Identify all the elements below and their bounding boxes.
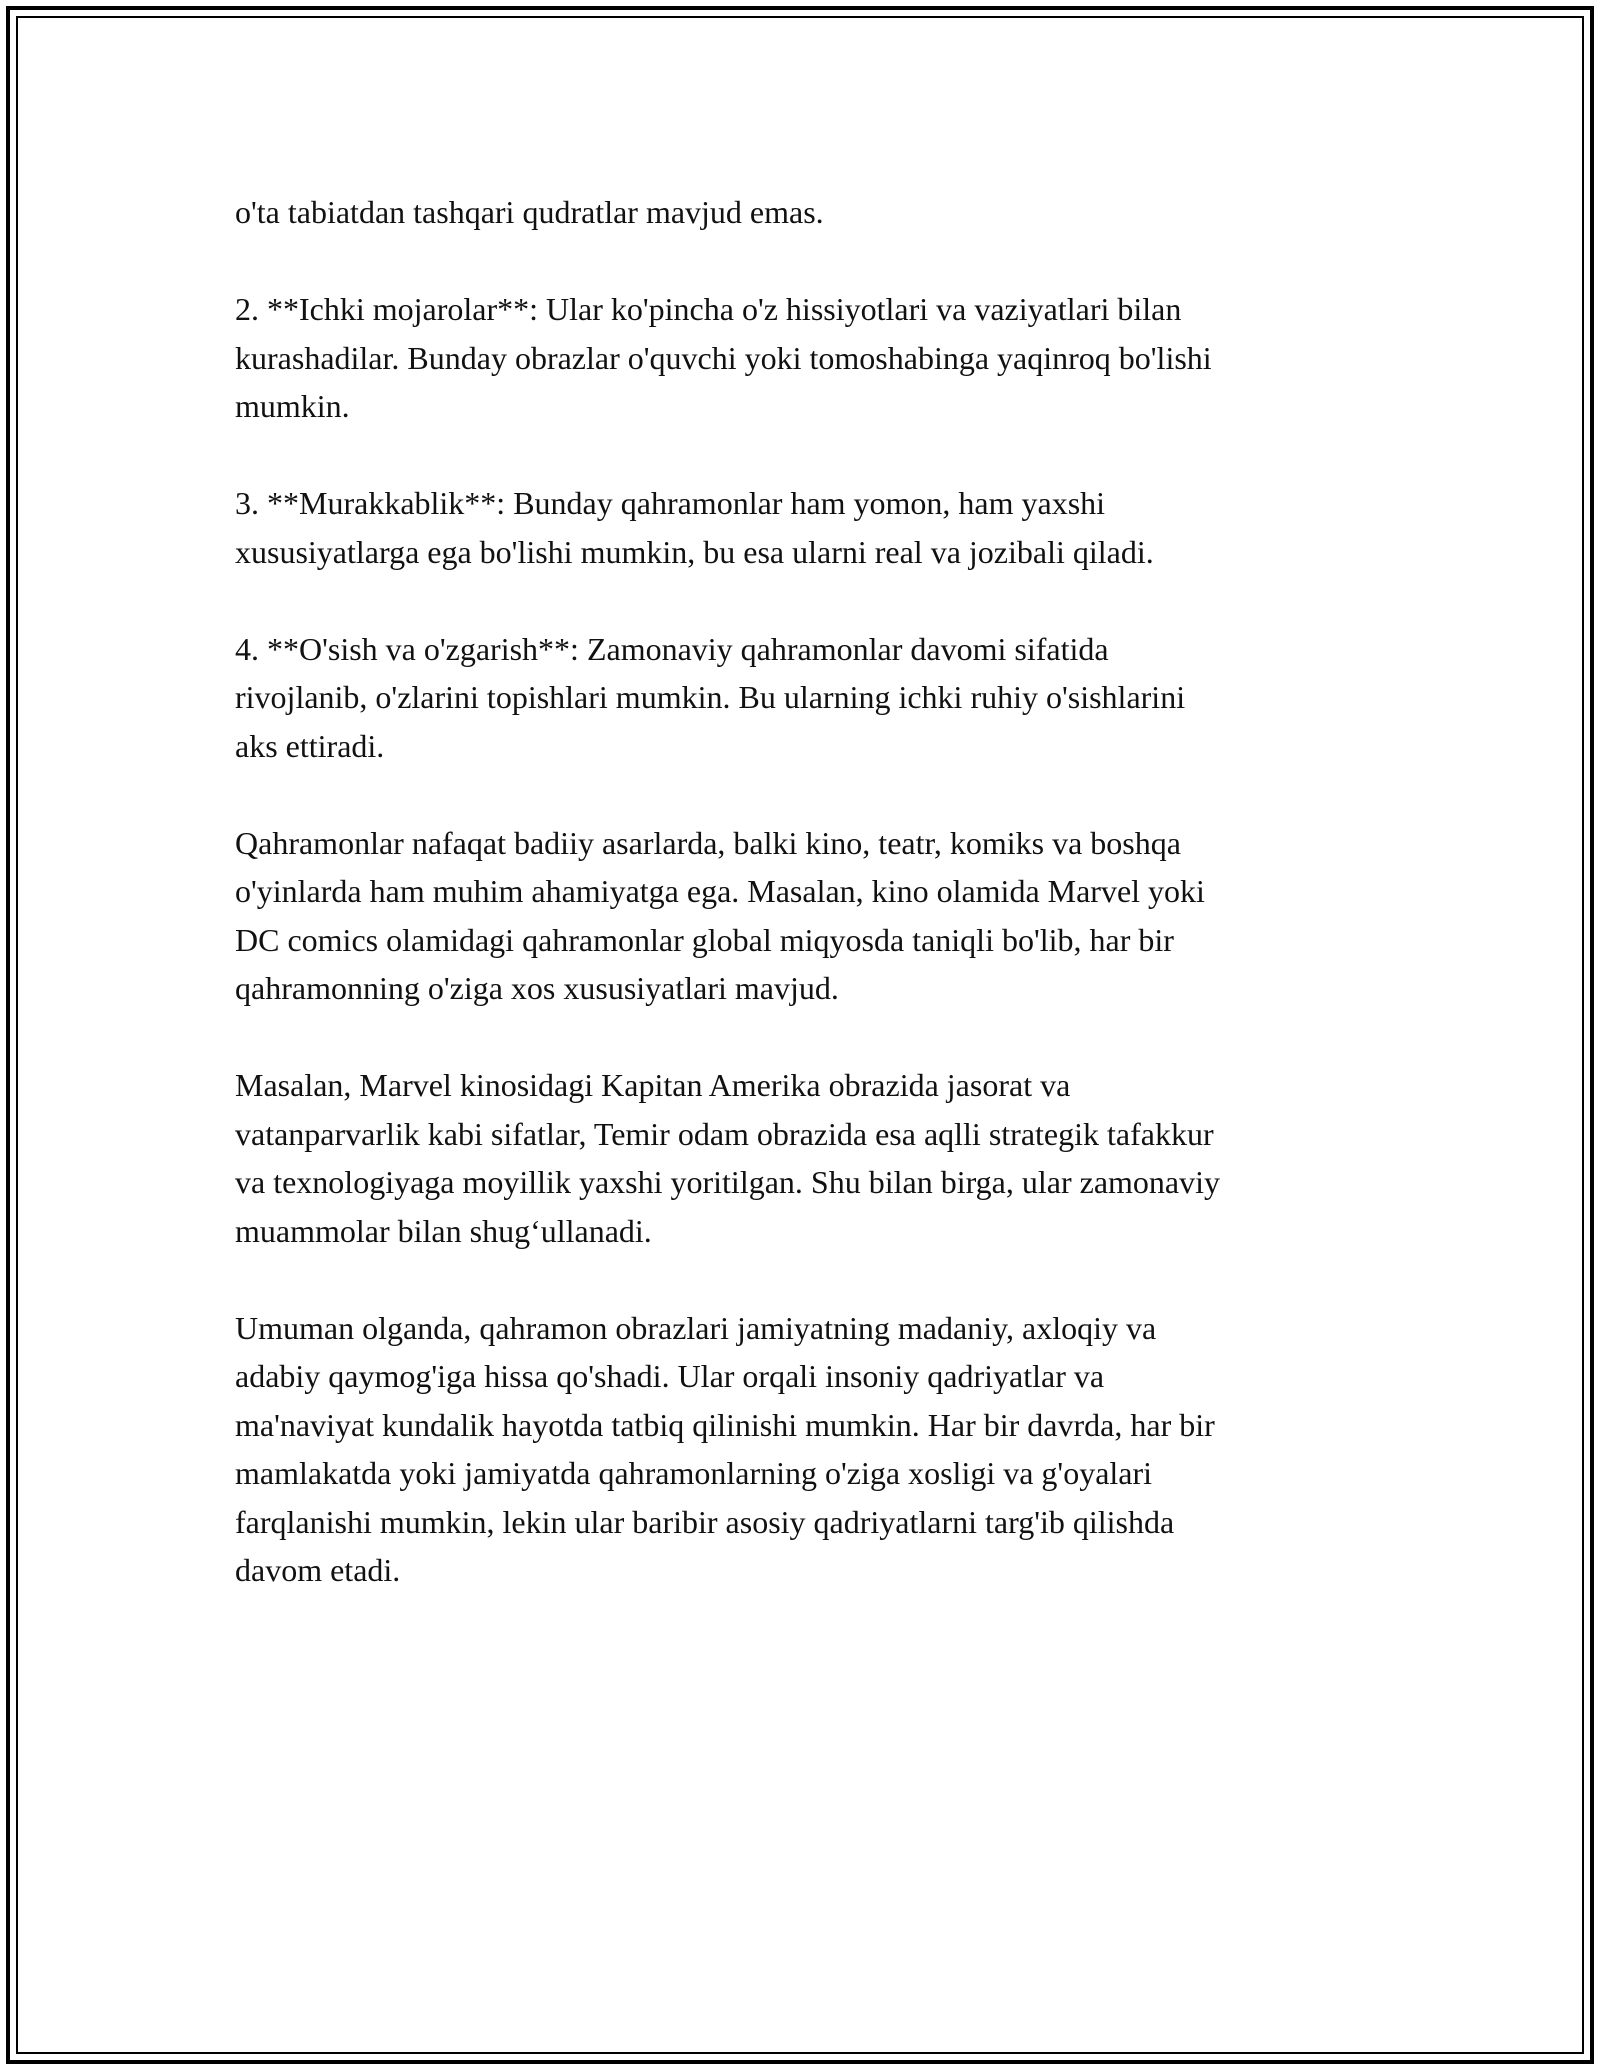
- paragraph-murakkablik: 3. **Murakkablik**: Bunday qahramonlar ham yomon, ham yaxshi xususiyatlarga ega bo'lishi mumkin, bu esa ularni real va jozibali qiladi.: [235, 485, 1154, 570]
- document-body: [235, 188, 1375, 1643]
- paragraph-continuation: o'ta tabiatdan tashqari qudratlar mavjud emas.: [235, 194, 824, 230]
- paragraph-osish-va-ozgarish: 4. **O'sish va o'zgarish**: Zamonaviy qahramonlar davomi sifatida rivojlanib, o'zlarini topishlari mumkin. Bu ularning ichki ruhiy o'sishlarini aks ettiradi.: [235, 630, 1186, 764]
- paragraph-ichki-mojarolar: 2. **Ichki mojarolar**: Ular ko'pincha o'z hissiyotlari va vaziyatlari bilan kurashadilar. Bunday obrazlar o'quvchi yoki tomoshabinga yaqinroq bo'lishi mumkin.: [235, 291, 1212, 424]
- paragraph-conclusion: Umuman olganda, qahramon obrazlari jamiyatning madaniy, axloqiy va adabiy qaymog'iga hissa qo'shadi. Ular orqali insoniy qadriyatlar va ma'naviyat kundalik hayotda tatbiq qilinishi mumkin. Har bir davrda, har bir mamlakatda yoki jamiyatda qahramonlarning o'ziga xosligi va g'oyalari farqlanishi mumkin, lekin ular baribir asosiy qadriyatlarni targ'ib qilishda davom etadi.: [235, 1309, 1215, 1588]
- paragraph-marvel-examples: Masalan, Marvel kinosidagi Kapitan Amerika obrazida jasorat va vatanparvarlik kabi sifatlar, Temir odam obrazida esa aqlli strategik tafakkur va texnologiyaga moyillik yaxshi yoritilgan. Shu bilan birga, ular zamonaviy muammolar bilan shug‘ullanadi.: [235, 1067, 1220, 1249]
- paragraph-qahramonlar-media: Qahramonlar nafaqat badiiy asarlarda, balki kino, teatr, komiks va boshqa o'yinlarda ham muhim ahamiyatga ega. Masalan, kino olamida Marvel yoki DC comics olamidagi qahramonlar global miqyosda taniqli bo'lib, har bir qahramonning o'ziga xos xususiyatlari mavjud.: [235, 824, 1205, 1006]
